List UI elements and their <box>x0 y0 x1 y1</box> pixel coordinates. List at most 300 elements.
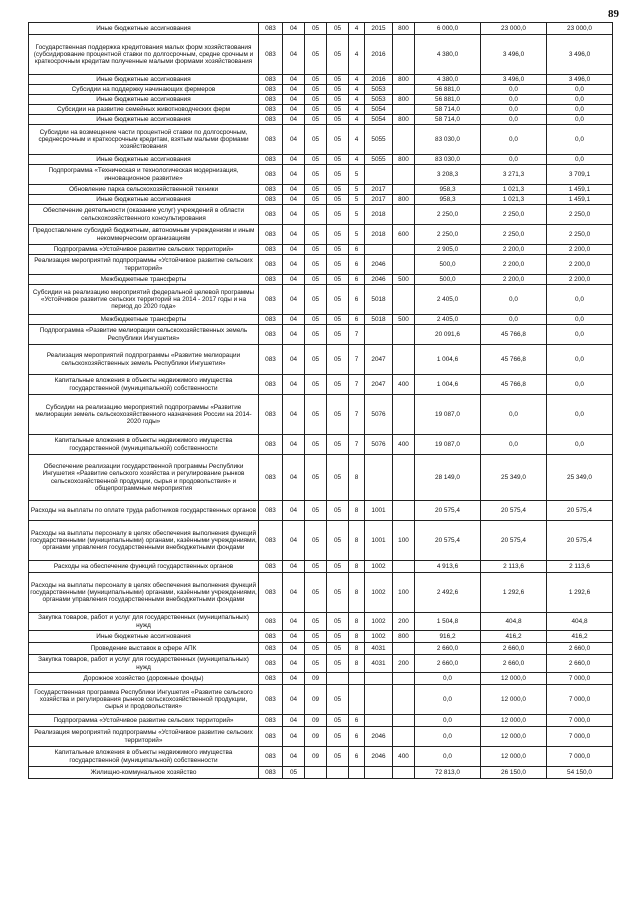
row-sum-2019: 2 492,6 <box>415 573 481 613</box>
row-pp: 8 <box>349 655 365 673</box>
row-pp: 5 <box>349 165 365 185</box>
row-sum-2019: 19 087,0 <box>415 435 481 455</box>
row-cs: 4031 <box>365 643 393 655</box>
table-row <box>29 125 613 155</box>
row-name: Субсидии на возмещение части процентной ставки по долгосрочным, среднесрочным и краткосрочным кредитам, взятым малыми формами хозяйствования <box>29 125 259 155</box>
table-row <box>29 631 613 643</box>
row-sum-2020: 1 021,3 <box>481 185 547 195</box>
row-gsr: 083 <box>259 245 283 255</box>
row-sum-2021: 0,0 <box>547 325 613 345</box>
row-sum-2019: 28 149,0 <box>415 455 481 501</box>
row-gp: 05 <box>327 255 349 275</box>
row-gsr: 083 <box>259 631 283 643</box>
row-pp: 8 <box>349 643 365 655</box>
table-row <box>29 435 613 455</box>
table-row <box>29 195 613 205</box>
row-pp: 5 <box>349 205 365 225</box>
row-name: Расходы на выплаты по оплате труда работников государственных органов <box>29 501 259 521</box>
row-vr <box>393 285 415 315</box>
row-rz: 04 <box>283 655 305 673</box>
row-cs: 2046 <box>365 727 393 747</box>
table-row <box>29 521 613 561</box>
table-row <box>29 613 613 631</box>
row-sum-2019: 4 913,6 <box>415 561 481 573</box>
row-pr: 09 <box>305 727 327 747</box>
row-sum-2020: 0,0 <box>481 315 547 325</box>
page-number: 89 <box>608 8 619 20</box>
row-cs: 5018 <box>365 285 393 315</box>
row-gsr: 083 <box>259 501 283 521</box>
row-gsr: 083 <box>259 727 283 747</box>
row-name: Капитальные вложения в объекты недвижимого имущества государственной (муниципальной) собственности <box>29 435 259 455</box>
row-rz: 04 <box>283 225 305 245</box>
row-sum-2020: 0,0 <box>481 85 547 95</box>
row-pr: 05 <box>305 95 327 105</box>
row-vr <box>393 561 415 573</box>
row-gsr: 083 <box>259 225 283 245</box>
row-rz: 04 <box>283 155 305 165</box>
row-name: Субсидии на поддержку начинающих фермеров <box>29 85 259 95</box>
row-name: Расходы на выплаты персоналу в целях обеспечения выполнения функций государственными (муниципальными) органами, казёнными учреждениями, органами управления государственными внебюджетными фондами <box>29 573 259 613</box>
row-rz: 04 <box>283 673 305 685</box>
row-gp: 05 <box>327 275 349 285</box>
row-sum-2021: 0,0 <box>547 155 613 165</box>
row-sum-2020: 2 660,0 <box>481 643 547 655</box>
row-gp: 05 <box>327 345 349 375</box>
row-vr <box>393 85 415 95</box>
row-gsr: 083 <box>259 715 283 727</box>
row-pr: 05 <box>305 345 327 375</box>
row-name: Государственная поддержка кредитования малых форм хозяйствования (субсидирование процентной ставки по долгосрочным, средне срочным и краткосрочным кредитам полученные малыми формами хозяйствования <box>29 35 259 75</box>
row-sum-2021: 2 660,0 <box>547 643 613 655</box>
table-row <box>29 455 613 501</box>
table-row <box>29 767 613 779</box>
row-rz: 04 <box>283 105 305 115</box>
row-sum-2020: 0,0 <box>481 285 547 315</box>
table-row <box>29 501 613 521</box>
row-pp: 8 <box>349 573 365 613</box>
row-name: Реализация мероприятий подпрограммы «Устойчивое развитие сельских территорий» <box>29 727 259 747</box>
row-gsr: 083 <box>259 255 283 275</box>
table-row <box>29 115 613 125</box>
row-rz: 04 <box>283 315 305 325</box>
row-rz: 04 <box>283 573 305 613</box>
row-sum-2021: 0,0 <box>547 345 613 375</box>
row-rz: 04 <box>283 727 305 747</box>
row-pr: 09 <box>305 715 327 727</box>
table-row <box>29 673 613 685</box>
row-sum-2020: 416,2 <box>481 631 547 643</box>
row-rz: 04 <box>283 395 305 435</box>
row-gp: 05 <box>327 115 349 125</box>
row-vr: 100 <box>393 573 415 613</box>
row-sum-2021: 0,0 <box>547 395 613 435</box>
row-pp: 6 <box>349 245 365 255</box>
table-row <box>29 573 613 613</box>
row-gp <box>327 767 349 779</box>
row-cs: 1002 <box>365 573 393 613</box>
row-vr <box>393 205 415 225</box>
row-gsr: 083 <box>259 155 283 165</box>
table-row <box>29 685 613 715</box>
row-vr: 500 <box>393 275 415 285</box>
row-sum-2019: 0,0 <box>415 747 481 767</box>
row-gsr: 083 <box>259 165 283 185</box>
row-pp: 6 <box>349 747 365 767</box>
row-rz: 04 <box>283 255 305 275</box>
row-sum-2020: 2 113,6 <box>481 561 547 573</box>
table-row <box>29 655 613 673</box>
row-cs: 1002 <box>365 561 393 573</box>
row-pr: 05 <box>305 23 327 35</box>
table-row <box>29 561 613 573</box>
row-pp: 4 <box>349 115 365 125</box>
row-gsr: 083 <box>259 285 283 315</box>
row-sum-2019: 56 881,0 <box>415 85 481 95</box>
row-pr: 05 <box>305 205 327 225</box>
row-pp: 4 <box>349 105 365 115</box>
row-vr <box>393 325 415 345</box>
row-gsr: 083 <box>259 613 283 631</box>
row-name: Проведение выставок в сфере АПК <box>29 643 259 655</box>
row-cs: 5018 <box>365 315 393 325</box>
row-gsr: 083 <box>259 85 283 95</box>
table-row <box>29 225 613 245</box>
row-vr: 100 <box>393 521 415 561</box>
row-cs: 5055 <box>365 125 393 155</box>
row-gsr: 083 <box>259 195 283 205</box>
row-vr <box>393 727 415 747</box>
row-pp <box>349 673 365 685</box>
row-gp: 05 <box>327 685 349 715</box>
row-name: Иные бюджетные ассигнования <box>29 631 259 643</box>
row-pr: 09 <box>305 747 327 767</box>
row-sum-2019: 6 000,0 <box>415 23 481 35</box>
table-row <box>29 85 613 95</box>
row-pr: 05 <box>305 455 327 501</box>
row-sum-2020: 26 150,0 <box>481 767 547 779</box>
row-gp: 05 <box>327 95 349 105</box>
row-gp: 05 <box>327 23 349 35</box>
row-sum-2020: 20 575,4 <box>481 501 547 521</box>
row-rz: 04 <box>283 205 305 225</box>
row-sum-2021: 0,0 <box>547 285 613 315</box>
row-name: Иные бюджетные ассигнования <box>29 195 259 205</box>
row-rz: 04 <box>283 375 305 395</box>
row-rz: 04 <box>283 631 305 643</box>
row-gsr: 083 <box>259 673 283 685</box>
row-pp: 8 <box>349 455 365 501</box>
row-name: Обеспечение реализации государственной программы Республики Ингушетия «Развитие сельского хозяйства и регулирование рынков сельскохозяйственной продукции, сырья и продовольствия» и общепрограммные мероприятия <box>29 455 259 501</box>
row-pp: 8 <box>349 561 365 573</box>
row-pr: 05 <box>305 521 327 561</box>
row-vr: 800 <box>393 95 415 105</box>
row-sum-2019: 2 660,0 <box>415 643 481 655</box>
table-row <box>29 715 613 727</box>
table-row <box>29 155 613 165</box>
row-sum-2021: 3 496,0 <box>547 35 613 75</box>
row-sum-2020: 0,0 <box>481 395 547 435</box>
row-pp <box>349 767 365 779</box>
row-vr <box>393 643 415 655</box>
row-pp: 6 <box>349 315 365 325</box>
row-sum-2021: 0,0 <box>547 375 613 395</box>
row-gp: 05 <box>327 85 349 95</box>
row-pp: 4 <box>349 95 365 105</box>
row-sum-2021: 7 000,0 <box>547 747 613 767</box>
row-name: Подпрограмма «Устойчивое развитие сельских территорий» <box>29 245 259 255</box>
row-sum-2019: 20 575,4 <box>415 501 481 521</box>
row-gp: 05 <box>327 325 349 345</box>
row-sum-2020: 404,8 <box>481 613 547 631</box>
row-rz: 04 <box>283 435 305 455</box>
row-cs: 5054 <box>365 105 393 115</box>
row-sum-2020: 20 575,4 <box>481 521 547 561</box>
row-sum-2019: 4 380,0 <box>415 75 481 85</box>
row-gp: 05 <box>327 655 349 673</box>
row-vr: 800 <box>393 155 415 165</box>
row-pp: 7 <box>349 325 365 345</box>
row-gsr: 083 <box>259 125 283 155</box>
row-pr: 05 <box>305 573 327 613</box>
row-cs <box>365 767 393 779</box>
row-vr <box>393 165 415 185</box>
row-gp: 05 <box>327 125 349 155</box>
row-name: Межбюджетные трансферты <box>29 315 259 325</box>
row-gsr: 083 <box>259 205 283 225</box>
row-gp: 05 <box>327 435 349 455</box>
row-sum-2019: 2 405,0 <box>415 285 481 315</box>
row-rz: 04 <box>283 715 305 727</box>
row-sum-2019: 83 030,0 <box>415 125 481 155</box>
row-rz: 04 <box>283 275 305 285</box>
row-sum-2021: 23 000,0 <box>547 23 613 35</box>
row-cs: 5053 <box>365 95 393 105</box>
row-sum-2021: 7 000,0 <box>547 727 613 747</box>
row-name: Предоставление субсидий бюджетным, автономным учреждениям и иным некоммерческим организациям <box>29 225 259 245</box>
row-sum-2021: 54 150,0 <box>547 767 613 779</box>
row-gsr: 083 <box>259 435 283 455</box>
row-gsr: 083 <box>259 315 283 325</box>
row-gp: 05 <box>327 395 349 435</box>
table-row <box>29 275 613 285</box>
row-sum-2020: 0,0 <box>481 95 547 105</box>
row-pr: 05 <box>305 275 327 285</box>
table-row <box>29 205 613 225</box>
row-vr <box>393 125 415 155</box>
row-gp: 05 <box>327 727 349 747</box>
row-rz: 04 <box>283 643 305 655</box>
row-sum-2021: 25 349,0 <box>547 455 613 501</box>
row-cs: 2018 <box>365 205 393 225</box>
row-cs: 5076 <box>365 395 393 435</box>
row-pp: 8 <box>349 613 365 631</box>
row-pr: 05 <box>305 325 327 345</box>
row-gsr: 083 <box>259 105 283 115</box>
row-cs: 2046 <box>365 255 393 275</box>
row-vr: 800 <box>393 195 415 205</box>
row-rz: 04 <box>283 521 305 561</box>
row-rz: 04 <box>283 455 305 501</box>
row-vr <box>393 245 415 255</box>
row-sum-2019: 1 004,6 <box>415 345 481 375</box>
row-sum-2020: 25 349,0 <box>481 455 547 501</box>
row-cs <box>365 685 393 715</box>
row-gp: 05 <box>327 75 349 85</box>
row-gsr: 083 <box>259 521 283 561</box>
row-name: Закупка товаров, работ и услуг для государственных (муниципальных) нужд <box>29 655 259 673</box>
row-rz: 04 <box>283 115 305 125</box>
row-vr <box>393 455 415 501</box>
row-sum-2019: 2 250,0 <box>415 205 481 225</box>
row-sum-2019: 1 504,8 <box>415 613 481 631</box>
row-gsr: 083 <box>259 375 283 395</box>
row-pr: 05 <box>305 165 327 185</box>
row-sum-2019: 2 905,0 <box>415 245 481 255</box>
row-sum-2021: 20 575,4 <box>547 501 613 521</box>
row-name: Субсидии на реализацию мероприятий подпрограммы «Развитие мелиорации земель сельскохозяйственного назначения России на 2014-2020 годы» <box>29 395 259 435</box>
row-gp: 05 <box>327 573 349 613</box>
row-pr: 05 <box>305 375 327 395</box>
row-pr: 05 <box>305 613 327 631</box>
row-sum-2019: 20 091,6 <box>415 325 481 345</box>
table-row <box>29 75 613 85</box>
row-sum-2021: 1 459,1 <box>547 185 613 195</box>
row-sum-2019: 500,0 <box>415 275 481 285</box>
row-gp: 05 <box>327 165 349 185</box>
row-sum-2019: 72 813,0 <box>415 767 481 779</box>
row-sum-2020: 12 000,0 <box>481 715 547 727</box>
row-gsr: 083 <box>259 395 283 435</box>
row-gsr: 083 <box>259 655 283 673</box>
row-sum-2021: 0,0 <box>547 115 613 125</box>
row-sum-2020: 2 200,0 <box>481 245 547 255</box>
row-cs: 2046 <box>365 275 393 285</box>
row-vr: 400 <box>393 375 415 395</box>
row-name: Подпрограмма «Техническая и технологическая модернизация, инновационное развитие» <box>29 165 259 185</box>
row-pr: 05 <box>305 85 327 95</box>
row-sum-2020: 0,0 <box>481 435 547 455</box>
row-sum-2020: 45 766,8 <box>481 375 547 395</box>
row-cs: 2047 <box>365 375 393 395</box>
row-sum-2021: 2 660,0 <box>547 655 613 673</box>
row-name: Иные бюджетные ассигнования <box>29 155 259 165</box>
row-cs: 2017 <box>365 185 393 195</box>
row-sum-2020: 12 000,0 <box>481 685 547 715</box>
row-vr: 800 <box>393 631 415 643</box>
row-rz: 04 <box>283 195 305 205</box>
row-sum-2020: 12 000,0 <box>481 727 547 747</box>
row-cs <box>365 673 393 685</box>
row-sum-2021: 416,2 <box>547 631 613 643</box>
row-pr: 05 <box>305 631 327 643</box>
row-sum-2019: 500,0 <box>415 255 481 275</box>
row-cs <box>365 245 393 255</box>
row-pr: 05 <box>305 655 327 673</box>
row-gp: 05 <box>327 521 349 561</box>
row-gp: 05 <box>327 285 349 315</box>
row-cs <box>365 715 393 727</box>
row-vr <box>393 673 415 685</box>
row-gsr: 083 <box>259 23 283 35</box>
row-name: Капитальные вложения в объекты недвижимого имущества государственной (муниципальной) собственности <box>29 375 259 395</box>
row-pr: 05 <box>305 185 327 195</box>
row-sum-2020: 2 250,0 <box>481 205 547 225</box>
row-name: Жилищно-коммунальное хозяйство <box>29 767 259 779</box>
row-name: Капитальные вложения в объекты недвижимого имущества государственной (муниципальной) собственности <box>29 747 259 767</box>
row-gp: 05 <box>327 375 349 395</box>
row-gsr: 083 <box>259 35 283 75</box>
row-sum-2020: 3 271,3 <box>481 165 547 185</box>
row-cs: 1001 <box>365 501 393 521</box>
row-sum-2021: 0,0 <box>547 95 613 105</box>
row-pr: 09 <box>305 685 327 715</box>
row-vr: 400 <box>393 435 415 455</box>
row-cs: 2018 <box>365 225 393 245</box>
row-cs: 5076 <box>365 435 393 455</box>
row-sum-2020: 0,0 <box>481 105 547 115</box>
row-pp: 4 <box>349 155 365 165</box>
row-gp: 05 <box>327 105 349 115</box>
row-pp: 6 <box>349 255 365 275</box>
row-sum-2020: 2 660,0 <box>481 655 547 673</box>
row-vr: 200 <box>393 613 415 631</box>
row-name: Иные бюджетные ассигнования <box>29 23 259 35</box>
row-pr: 05 <box>305 245 327 255</box>
row-sum-2021: 2 200,0 <box>547 275 613 285</box>
row-sum-2020: 1 021,3 <box>481 195 547 205</box>
row-vr <box>393 767 415 779</box>
row-gsr: 083 <box>259 455 283 501</box>
row-rz: 04 <box>283 165 305 185</box>
row-sum-2021: 7 000,0 <box>547 673 613 685</box>
row-pp: 5 <box>349 225 365 245</box>
row-sum-2021: 404,8 <box>547 613 613 631</box>
row-gp: 05 <box>327 315 349 325</box>
row-pp: 4 <box>349 23 365 35</box>
row-sum-2020: 45 766,8 <box>481 325 547 345</box>
row-pr: 05 <box>305 315 327 325</box>
row-sum-2020: 0,0 <box>481 125 547 155</box>
row-sum-2020: 23 000,0 <box>481 23 547 35</box>
row-cs <box>365 325 393 345</box>
table-row <box>29 315 613 325</box>
table-row <box>29 643 613 655</box>
table-row <box>29 727 613 747</box>
row-pp: 8 <box>349 521 365 561</box>
row-name: Подпрограмма «Устойчивое развитие сельских территорий» <box>29 715 259 727</box>
row-gsr: 083 <box>259 95 283 105</box>
row-sum-2019: 20 575,4 <box>415 521 481 561</box>
row-gp: 05 <box>327 245 349 255</box>
row-vr <box>393 35 415 75</box>
row-cs: 1002 <box>365 631 393 643</box>
row-sum-2020: 0,0 <box>481 115 547 125</box>
row-gp: 05 <box>327 501 349 521</box>
row-gp: 05 <box>327 643 349 655</box>
row-sum-2019: 56 881,0 <box>415 95 481 105</box>
row-name: Иные бюджетные ассигнования <box>29 95 259 105</box>
row-sum-2020: 3 496,0 <box>481 75 547 85</box>
row-gp: 05 <box>327 185 349 195</box>
row-pp: 7 <box>349 395 365 435</box>
row-gsr: 083 <box>259 115 283 125</box>
table-row <box>29 395 613 435</box>
row-vr: 200 <box>393 655 415 673</box>
row-rz: 04 <box>283 245 305 255</box>
row-pr: 05 <box>305 255 327 275</box>
row-sum-2021: 3 496,0 <box>547 75 613 85</box>
